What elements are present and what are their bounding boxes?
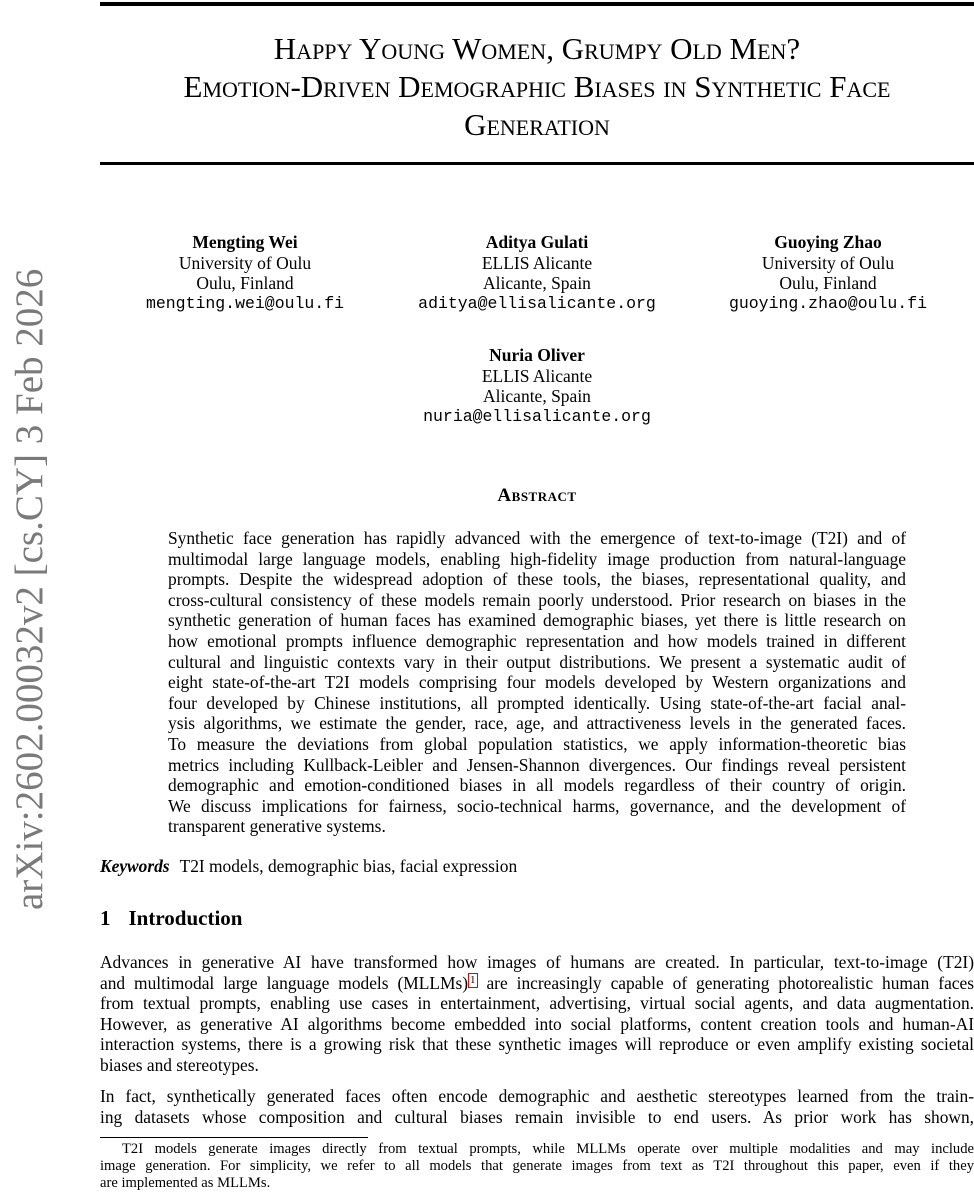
top-rule (100, 2, 974, 6)
paper-title (100, 30, 974, 144)
title-line: Generation (464, 107, 610, 142)
author-affiliation: ELLIS Alicante (481, 252, 593, 273)
text-line: biases and stereotypes. (100, 1054, 259, 1075)
text-line: from textual prompts, enabling use cases in entertainment, advertising, virtual social agents, and data augmentation. (100, 993, 974, 1014)
author-email[interactable]: aditya@ellisalicante.org (418, 293, 656, 313)
section-number: 1 (100, 906, 111, 930)
intro-paragraph-2 (100, 1086, 974, 1127)
author-email[interactable]: nuria@ellisalicante.org (423, 406, 651, 426)
title-line: Happy Young Women, Grumpy Old Men? (273, 31, 801, 66)
author-location: Oulu, Finland (779, 273, 877, 293)
text-line: cultural and linguistic contexts vary in their output distributions. We present a systematic audit of (168, 651, 906, 672)
abstract-text (168, 528, 906, 837)
text-line: In fact, synthetically generated faces often encode demographic and aesthetic stereotypes learned from the train- (100, 1086, 974, 1106)
author-location: Oulu, Finland (196, 273, 294, 293)
author-location: Alicante, Spain (483, 273, 591, 293)
intro-paragraph-1 (100, 952, 974, 1076)
keywords (100, 856, 517, 877)
author-affiliation: University of Oulu (761, 252, 895, 273)
section-title: Introduction (128, 906, 243, 930)
text-line: four developed by Chinese institutions, all prompted identically. Using state-of-the-art facial anal- (168, 692, 906, 713)
text-line: ysis algorithms, we estimate the gender, race, age, and attractiveness levels in the generated faces. (168, 713, 906, 734)
footnote-link[interactable]: 1 (470, 973, 476, 986)
text-line: how emotional prompts influence demographic representation and how models trained in different (168, 630, 906, 651)
author-location: Alicante, Spain (483, 386, 591, 406)
text-line: multimodal large language models, enabling high-fidelity image production from natural-language (168, 548, 906, 569)
author-affiliation: University of Oulu (178, 252, 312, 273)
footnote-rule (100, 1137, 368, 1138)
author-name: Nuria Oliver (489, 345, 585, 365)
text-span: and multimodal large language models (MLLMs) (100, 972, 469, 993)
text-line: demographic and emotion-conditioned biases in all models regardless of their country of origin. (168, 775, 906, 796)
keywords-text: T2I models, demographic bias, facial expression (179, 856, 518, 876)
text-line: To measure the deviations from global population statistics, we apply information-theoretic bias (168, 733, 906, 754)
author-name: Mengting Wei (192, 232, 298, 252)
section-heading-introduction (100, 906, 242, 931)
author-name: Guoying Zhao (774, 232, 882, 252)
text-line: interaction systems, there is a growing risk that these synthetic images will reproduce or even amplify existing societal (100, 1034, 974, 1055)
title-bottom-rule (100, 162, 974, 165)
keywords-label: Keywords (100, 856, 170, 876)
text-line: synthetic generation of human faces has examined demographic biases, yet there is little research on (168, 610, 906, 631)
text-line (100, 973, 974, 994)
author-affiliation: ELLIS Alicante (481, 365, 593, 386)
text-line: We discuss implications for fairness, socio-technical harms, governance, and the development of (168, 795, 906, 816)
text-line: Synthetic face generation has rapidly advanced with the emergence of text-to-image (T2I) and of (168, 528, 906, 548)
author-email[interactable]: guoying.zhao@oulu.fi (728, 293, 928, 313)
text-line: ing datasets whose composition and cultural biases remain invisible to end users. As prior work has shown, (100, 1106, 974, 1127)
author-block (95, 232, 395, 314)
arxiv-side-label: arXiv:2602.00032v2 [cs.CY] 3 Feb 2026 (8, 268, 51, 910)
text-line: eight state-of-the-art T2I models comprising four models developed by Western organizations and (168, 672, 906, 693)
author-block (387, 345, 687, 427)
text-line: prompts. Despite the widespread adoption of these tools, the biases, representational quality, and (168, 569, 906, 590)
title-line: Emotion-Driven Demographic Biases in Synthetic Face (183, 69, 891, 104)
text-line: cross-cultural consistency of these models remain poorly understood. Prior research on biases in the (168, 589, 906, 610)
author-block (387, 232, 687, 314)
text-line: Advances in generative AI have transformed how images of humans are created. In particular, text-to-image (T2I) (100, 952, 974, 972)
text-span: are increasingly capable of generating photorealistic human faces (477, 972, 974, 993)
text-line: T2I models generate images directly from textual prompts, while MLLMs operate over multiple modalities and may include (122, 1141, 974, 1157)
footnote (100, 1141, 974, 1192)
text-line: image generation. For simplicity, we refer to all models that generate images from text as T2I throughout this paper, even if they (100, 1158, 974, 1174)
text-line: However, as generative AI algorithms become embedded into social platforms, content creation tools and human-AI (100, 1013, 974, 1034)
author-name: Aditya Gulati (485, 232, 589, 252)
abstract-heading: Abstract (497, 485, 577, 506)
author-block (678, 232, 974, 314)
text-line: are implemented as MLLMs. (100, 1175, 271, 1191)
text-line: transparent generative systems. (168, 816, 386, 837)
author-email[interactable]: mengting.wei@oulu.fi (145, 293, 345, 313)
text-line: metrics including Kullback-Leibler and Jensen-Shannon divergences. Our findings reveal persistent (168, 754, 906, 775)
